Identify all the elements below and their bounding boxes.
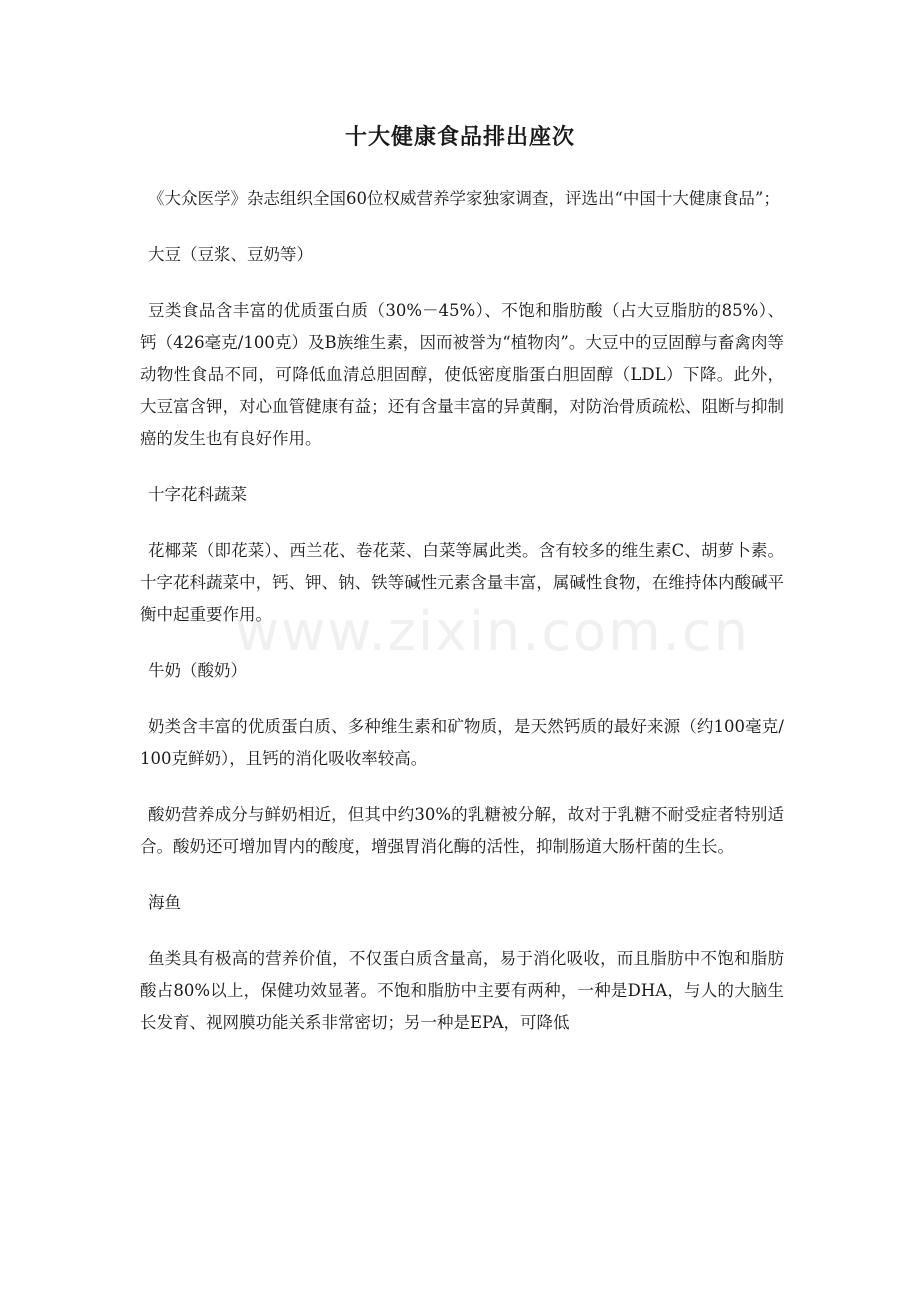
paragraph-sea-fish: 鱼类具有极高的营养价值，不仅蛋白质含量高，易于消化吸收，而且脂肪中不饱和脂肪酸占80%以上，保健功效显著。不饱和脂肪中主要有两种，一种是DHA，与人的大脑生长发育、视网膜功能关系非常密切；另一种是EPA，可降低 (140, 949, 784, 1032)
intro-paragraph: 《大众医学》杂志组织全国60位权威营养学家独家调查，评选出“中国十大健康食品”； (148, 189, 780, 208)
section-heading-sea-fish: 海鱼 (148, 893, 181, 912)
section-heading-cruciferous: 十字花科蔬菜 (148, 485, 247, 504)
document-body (140, 183, 784, 1063)
section-heading-milk: 牛奶（酸奶） (148, 661, 247, 680)
section-heading-soybean: 大豆（豆浆、豆奶等） (148, 245, 313, 264)
paragraph-cruciferous: 花椰菜（即花菜）、西兰花、卷花菜、白菜等属此类。含有较多的维生素C、胡萝卜素。十字花科蔬菜中，钙、钾、钠、铁等碱性元素含量丰富，属碱性食物，在维持体内酸碱平衡中起重要作用。 (140, 541, 784, 624)
paragraph-soybean: 豆类食品含丰富的优质蛋白质（30%－45%）、不饱和脂肪酸（占大豆脂肪的85%）、钙（426毫克/100克）及B族维生素，因而被誉为“植物肉”。大豆中的豆固醇与畜禽肉等动物性食品不同，可降低血清总胆固醇，使低密度脂蛋白胆固醇（LDL）下降。此外，大豆富含钾，对心血管健康有益；还有含量丰富的异黄酮，对防治骨质疏松、阻断与抑制癌的发生也有良好作用。 (140, 301, 784, 448)
paragraph-yogurt: 酸奶营养成分与鲜奶相近，但其中约30%的乳糖被分解，故对于乳糖不耐受症者特别适合。酸奶还可增加胃内的酸度，增强胃消化酶的活性，抑制肠道大肠杆菌的生长。 (140, 805, 784, 856)
watermark: www.zixin.com.cn (235, 600, 750, 663)
paragraph-milk: 奶类含丰富的优质蛋白质、多种维生素和矿物质，是天然钙质的最好来源（约100毫克/100克鲜奶），且钙的消化吸收率较高。 (140, 717, 784, 768)
document-title: 十大健康食品排出座次 (344, 125, 575, 150)
